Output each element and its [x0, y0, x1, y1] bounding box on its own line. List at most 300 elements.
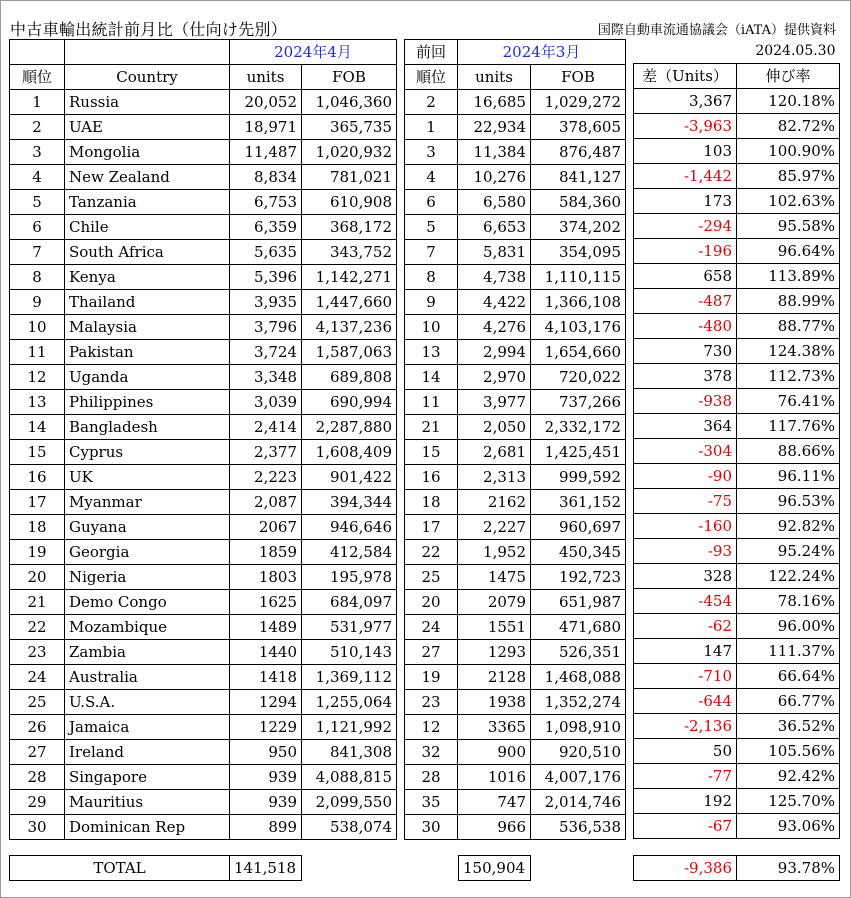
rank-cell: 13 — [10, 390, 65, 415]
rank-cell: 29 — [10, 790, 65, 815]
table-row — [634, 289, 840, 314]
prev-fob-cell: 651,987 — [531, 590, 626, 615]
prev-rank-cell: 28 — [405, 765, 458, 790]
table-row — [10, 440, 397, 465]
prev-rank-cell: 15 — [405, 440, 458, 465]
fob-header: FOB — [302, 65, 397, 90]
table-row — [405, 790, 626, 815]
prev-fob-cell: 1,352,274 — [531, 690, 626, 715]
table-row — [405, 765, 626, 790]
growth-cell: 117.76% — [737, 414, 840, 439]
country-cell: Mongolia — [65, 140, 230, 165]
prev-fob-cell: 536,538 — [531, 815, 626, 840]
rank-cell: 21 — [10, 590, 65, 615]
table-row — [10, 515, 397, 540]
country-cell: UAE — [65, 115, 230, 140]
growth-cell: 112.73% — [737, 364, 840, 389]
table-row — [10, 215, 397, 240]
fob-cell: 1,046,360 — [302, 90, 397, 115]
diff-header: 差（Units） — [634, 64, 737, 89]
prev-rank-cell: 19 — [405, 665, 458, 690]
fob-cell: 394,344 — [302, 490, 397, 515]
prev-rank-cell: 27 — [405, 640, 458, 665]
table-row — [10, 665, 397, 690]
prev-fob-cell: 4,007,176 — [531, 765, 626, 790]
growth-cell: 88.77% — [737, 314, 840, 339]
table-row — [10, 690, 397, 715]
units-cell: 1418 — [230, 665, 302, 690]
table-row — [405, 340, 626, 365]
prev-fob-cell: 2,014,746 — [531, 790, 626, 815]
prev-units-cell: 1293 — [458, 640, 531, 665]
growth-cell: 96.53% — [737, 489, 840, 514]
prev-units-cell: 2128 — [458, 665, 531, 690]
country-cell: Nigeria — [65, 565, 230, 590]
prev-rank-cell: 25 — [405, 565, 458, 590]
prev-fob-cell: 584,360 — [531, 190, 626, 215]
diff-cell: 730 — [634, 339, 737, 364]
table-row — [634, 689, 840, 714]
table-row — [10, 590, 397, 615]
diff-cell: -487 — [634, 289, 737, 314]
growth-cell: 96.11% — [737, 464, 840, 489]
country-cell: Demo Congo — [65, 590, 230, 615]
country-cell: Singapore — [65, 765, 230, 790]
prev-rank-cell: 17 — [405, 515, 458, 540]
fob-cell: 1,587,063 — [302, 340, 397, 365]
table-row — [634, 264, 840, 289]
prev-units-cell: 22,934 — [458, 115, 531, 140]
prev-rank-header: 順位 — [405, 65, 458, 90]
country-cell: Chile — [65, 215, 230, 240]
diff-cell: -454 — [634, 589, 737, 614]
prev-rank-cell: 18 — [405, 490, 458, 515]
prev-fob-cell: 876,487 — [531, 140, 626, 165]
fob-cell: 2,099,550 — [302, 790, 397, 815]
units-cell: 2067 — [230, 515, 302, 540]
prev-units-cell: 966 — [458, 815, 531, 840]
rank-cell: 22 — [10, 615, 65, 640]
country-cell: Thailand — [65, 290, 230, 315]
country-cell: Bangladesh — [65, 415, 230, 440]
prev-units-cell: 1016 — [458, 765, 531, 790]
current-period-label: 2024年4月 — [230, 40, 397, 65]
rank-cell: 14 — [10, 415, 65, 440]
country-cell: Russia — [65, 90, 230, 115]
prev-fob-cell: 1,029,272 — [531, 90, 626, 115]
growth-cell: 111.37% — [737, 639, 840, 664]
table-row — [10, 165, 397, 190]
fob-cell: 946,646 — [302, 515, 397, 540]
blank-cell — [65, 40, 230, 65]
table-row — [405, 690, 626, 715]
prev-units-cell: 11,384 — [458, 140, 531, 165]
prev-rank-cell: 24 — [405, 615, 458, 640]
table-row — [10, 640, 397, 665]
country-cell: Zambia — [65, 640, 230, 665]
prev-fob-cell: 2,332,172 — [531, 415, 626, 440]
units-cell: 1489 — [230, 615, 302, 640]
table-row — [405, 365, 626, 390]
rank-cell: 24 — [10, 665, 65, 690]
prev-rank-cell: 12 — [405, 715, 458, 740]
diff-cell: -2,136 — [634, 714, 737, 739]
prev-rank-cell: 1 — [405, 115, 458, 140]
units-cell: 1294 — [230, 690, 302, 715]
prev-rank-cell: 32 — [405, 740, 458, 765]
growth-cell: 88.99% — [737, 289, 840, 314]
rank-cell: 18 — [10, 515, 65, 540]
fob-cell: 531,977 — [302, 615, 397, 640]
prev-fob-cell: 841,127 — [531, 165, 626, 190]
prev-fob-cell: 374,202 — [531, 215, 626, 240]
prev-fob-cell: 1,098,910 — [531, 715, 626, 740]
table-row — [10, 240, 397, 265]
diff-cell: -196 — [634, 239, 737, 264]
prev-units-cell: 747 — [458, 790, 531, 815]
units-cell: 3,724 — [230, 340, 302, 365]
diff-cell: 103 — [634, 139, 737, 164]
table-row — [634, 114, 840, 139]
prev-units-cell: 4,422 — [458, 290, 531, 315]
table-row — [405, 390, 626, 415]
table-row — [10, 790, 397, 815]
diff-cell: 3,367 — [634, 89, 737, 114]
rank-cell: 4 — [10, 165, 65, 190]
prev-rank-cell: 23 — [405, 690, 458, 715]
prev-units-cell: 1475 — [458, 565, 531, 590]
table-row — [405, 665, 626, 690]
table-row — [10, 115, 397, 140]
table-row — [634, 614, 840, 639]
rank-header: 順位 — [10, 65, 65, 90]
units-cell: 8,834 — [230, 165, 302, 190]
units-cell: 3,348 — [230, 365, 302, 390]
rank-cell: 16 — [10, 465, 65, 490]
prev-fob-cell: 999,592 — [531, 465, 626, 490]
country-cell: Philippines — [65, 390, 230, 415]
growth-cell: 124.38% — [737, 339, 840, 364]
prev-rank-cell: 13 — [405, 340, 458, 365]
units-cell: 1229 — [230, 715, 302, 740]
prev-units-cell: 16,685 — [458, 90, 531, 115]
prev-units-cell: 3365 — [458, 715, 531, 740]
units-cell: 1625 — [230, 590, 302, 615]
units-cell: 6,359 — [230, 215, 302, 240]
total-previous-table — [458, 855, 531, 881]
growth-cell: 66.77% — [737, 689, 840, 714]
country-cell: Jamaica — [65, 715, 230, 740]
prev-units-cell: 2162 — [458, 490, 531, 515]
table-row — [634, 489, 840, 514]
table-row — [10, 815, 397, 840]
current-month-table — [9, 39, 397, 840]
fob-cell: 368,172 — [302, 215, 397, 240]
report-title: 中古車輸出統計前月比（仕向け先別） — [10, 20, 288, 39]
rank-cell: 6 — [10, 215, 65, 240]
units-cell: 20,052 — [230, 90, 302, 115]
prev-rank-cell: 10 — [405, 315, 458, 340]
units-cell: 3,039 — [230, 390, 302, 415]
prev-units-cell: 2,970 — [458, 365, 531, 390]
total-growth: 93.78% — [737, 856, 840, 881]
prev-fob-cell: 1,468,088 — [531, 665, 626, 690]
table-row — [405, 740, 626, 765]
rank-cell: 26 — [10, 715, 65, 740]
prev-rank-cell: 4 — [405, 165, 458, 190]
table-row — [10, 565, 397, 590]
country-cell: Mauritius — [65, 790, 230, 815]
table-row — [634, 664, 840, 689]
table-row — [634, 164, 840, 189]
country-cell: Tanzania — [65, 190, 230, 215]
growth-cell: 96.64% — [737, 239, 840, 264]
table-row — [10, 365, 397, 390]
table-row — [405, 715, 626, 740]
prev-rank-cell: 21 — [405, 415, 458, 440]
country-cell: Uganda — [65, 365, 230, 390]
prev-units-cell: 2,313 — [458, 465, 531, 490]
fob-cell: 1,121,992 — [302, 715, 397, 740]
units-cell: 2,223 — [230, 465, 302, 490]
diff-cell: -75 — [634, 489, 737, 514]
table-row — [10, 190, 397, 215]
prev-fob-cell: 192,723 — [531, 565, 626, 590]
table-row — [10, 490, 397, 515]
rank-cell: 10 — [10, 315, 65, 340]
blank-cell — [10, 40, 65, 65]
units-cell: 5,635 — [230, 240, 302, 265]
table-row — [405, 290, 626, 315]
fob-cell: 901,422 — [302, 465, 397, 490]
prev-units-cell: 6,653 — [458, 215, 531, 240]
table-row — [634, 414, 840, 439]
growth-cell: 113.89% — [737, 264, 840, 289]
fob-cell: 1,369,112 — [302, 665, 397, 690]
table-row — [405, 215, 626, 240]
country-cell: Georgia — [65, 540, 230, 565]
rank-cell: 27 — [10, 740, 65, 765]
diff-cell: -304 — [634, 439, 737, 464]
table-row — [634, 789, 840, 814]
rank-cell: 23 — [10, 640, 65, 665]
diff-cell: 50 — [634, 739, 737, 764]
fob-cell: 610,908 — [302, 190, 397, 215]
diff-cell: -938 — [634, 389, 737, 414]
growth-cell: 85.97% — [737, 164, 840, 189]
rank-cell: 8 — [10, 265, 65, 290]
units-cell: 939 — [230, 790, 302, 815]
table-row — [405, 515, 626, 540]
prev-fob-cell: 960,697 — [531, 515, 626, 540]
prev-rank-cell: 9 — [405, 290, 458, 315]
fob-cell: 510,143 — [302, 640, 397, 665]
units-cell: 5,396 — [230, 265, 302, 290]
prev-fob-cell: 1,425,451 — [531, 440, 626, 465]
fob-cell: 412,584 — [302, 540, 397, 565]
country-cell: Myanmar — [65, 490, 230, 515]
units-cell: 1803 — [230, 565, 302, 590]
table-row — [634, 589, 840, 614]
diff-cell: 378 — [634, 364, 737, 389]
prev-units-cell: 2,994 — [458, 340, 531, 365]
growth-cell: 76.41% — [737, 389, 840, 414]
diff-cell: 328 — [634, 564, 737, 589]
units-cell: 2,377 — [230, 440, 302, 465]
diff-cell: -62 — [634, 614, 737, 639]
prev-rank-cell: 20 — [405, 590, 458, 615]
table-row — [405, 565, 626, 590]
prev-fob-cell: 1,366,108 — [531, 290, 626, 315]
country-cell: South Africa — [65, 240, 230, 265]
prev-rank-cell: 3 — [405, 140, 458, 165]
total-current-table — [9, 855, 302, 881]
prev-units-cell: 1,952 — [458, 540, 531, 565]
units-cell: 18,971 — [230, 115, 302, 140]
table-row — [634, 139, 840, 164]
prev-units-cell: 10,276 — [458, 165, 531, 190]
prev-fob-cell: 920,510 — [531, 740, 626, 765]
blank-cell — [634, 39, 737, 64]
growth-cell: 100.90% — [737, 139, 840, 164]
prev-units-cell: 5,831 — [458, 240, 531, 265]
prev-fob-cell: 450,345 — [531, 540, 626, 565]
prev-units-cell: 6,580 — [458, 190, 531, 215]
diff-cell: -160 — [634, 514, 737, 539]
table-row — [634, 464, 840, 489]
growth-header: 伸び率 — [737, 64, 840, 89]
prev-rank-cell: 8 — [405, 265, 458, 290]
total-diff: -9,386 — [634, 856, 737, 881]
table-row — [10, 340, 397, 365]
prev-fob-cell: 361,152 — [531, 490, 626, 515]
table-row — [634, 214, 840, 239]
table-row — [405, 115, 626, 140]
table-row — [405, 190, 626, 215]
rank-cell: 30 — [10, 815, 65, 840]
table-row — [405, 315, 626, 340]
table-row — [405, 490, 626, 515]
country-cell: Australia — [65, 665, 230, 690]
diff-cell: -77 — [634, 764, 737, 789]
units-cell: 2,414 — [230, 415, 302, 440]
units-cell: 950 — [230, 740, 302, 765]
fob-cell: 195,978 — [302, 565, 397, 590]
prev-units-cell: 2,227 — [458, 515, 531, 540]
table-row — [405, 165, 626, 190]
table-row — [10, 740, 397, 765]
prev-units-cell: 4,276 — [458, 315, 531, 340]
table-row — [634, 364, 840, 389]
table-row — [634, 389, 840, 414]
table-row — [634, 514, 840, 539]
country-cell: Cyprus — [65, 440, 230, 465]
prev-units-cell: 3,977 — [458, 390, 531, 415]
total-prev-units: 150,904 — [459, 856, 531, 881]
fob-cell: 343,752 — [302, 240, 397, 265]
table-row — [10, 540, 397, 565]
table-row — [405, 465, 626, 490]
prev-fob-header: FOB — [531, 65, 626, 90]
table-row — [405, 640, 626, 665]
table-row — [634, 564, 840, 589]
prev-fob-cell: 471,680 — [531, 615, 626, 640]
table-row — [405, 240, 626, 265]
diff-cell: -67 — [634, 814, 737, 839]
growth-cell: 66.64% — [737, 664, 840, 689]
growth-cell: 95.58% — [737, 214, 840, 239]
fob-cell: 1,255,064 — [302, 690, 397, 715]
rank-cell: 1 — [10, 90, 65, 115]
prev-fob-cell: 720,022 — [531, 365, 626, 390]
units-cell: 3,935 — [230, 290, 302, 315]
table-row — [10, 390, 397, 415]
table-row — [634, 239, 840, 264]
country-cell: Pakistan — [65, 340, 230, 365]
prev-units-cell: 4,738 — [458, 265, 531, 290]
table-row — [10, 90, 397, 115]
prev-rank-cell: 30 — [405, 815, 458, 840]
prev-units-cell: 2,681 — [458, 440, 531, 465]
growth-cell: 36.52% — [737, 714, 840, 739]
growth-cell: 92.42% — [737, 764, 840, 789]
rank-cell: 17 — [10, 490, 65, 515]
country-cell: Malaysia — [65, 315, 230, 340]
diff-cell: -90 — [634, 464, 737, 489]
fob-cell: 1,020,932 — [302, 140, 397, 165]
previous-label: 前回 — [405, 40, 458, 65]
table-row — [634, 339, 840, 364]
country-cell: Guyana — [65, 515, 230, 540]
table-row — [405, 415, 626, 440]
country-cell: U.S.A. — [65, 690, 230, 715]
prev-units-cell: 1551 — [458, 615, 531, 640]
fob-cell: 1,447,660 — [302, 290, 397, 315]
prev-rank-cell: 22 — [405, 540, 458, 565]
units-cell: 6,753 — [230, 190, 302, 215]
units-cell: 11,487 — [230, 140, 302, 165]
fob-cell: 690,994 — [302, 390, 397, 415]
country-cell: Kenya — [65, 265, 230, 290]
table-row — [634, 814, 840, 839]
previous-period-label: 2024年3月 — [458, 40, 626, 65]
units-cell: 1440 — [230, 640, 302, 665]
table-row — [634, 89, 840, 114]
growth-cell: 125.70% — [737, 789, 840, 814]
growth-cell: 78.16% — [737, 589, 840, 614]
rank-cell: 28 — [10, 765, 65, 790]
rank-cell: 5 — [10, 190, 65, 215]
table-row — [10, 265, 397, 290]
table-row — [405, 615, 626, 640]
table-row — [10, 315, 397, 340]
rank-cell: 15 — [10, 440, 65, 465]
rank-cell: 19 — [10, 540, 65, 565]
prev-rank-cell: 35 — [405, 790, 458, 815]
prev-rank-cell: 11 — [405, 390, 458, 415]
growth-cell: 105.56% — [737, 739, 840, 764]
diff-cell: -710 — [634, 664, 737, 689]
units-header: units — [230, 65, 302, 90]
country-cell: UK — [65, 465, 230, 490]
table-row — [634, 539, 840, 564]
fob-cell: 684,097 — [302, 590, 397, 615]
prev-units-cell: 900 — [458, 740, 531, 765]
table-row — [10, 615, 397, 640]
table-row — [405, 590, 626, 615]
fob-cell: 538,074 — [302, 815, 397, 840]
growth-cell: 92.82% — [737, 514, 840, 539]
